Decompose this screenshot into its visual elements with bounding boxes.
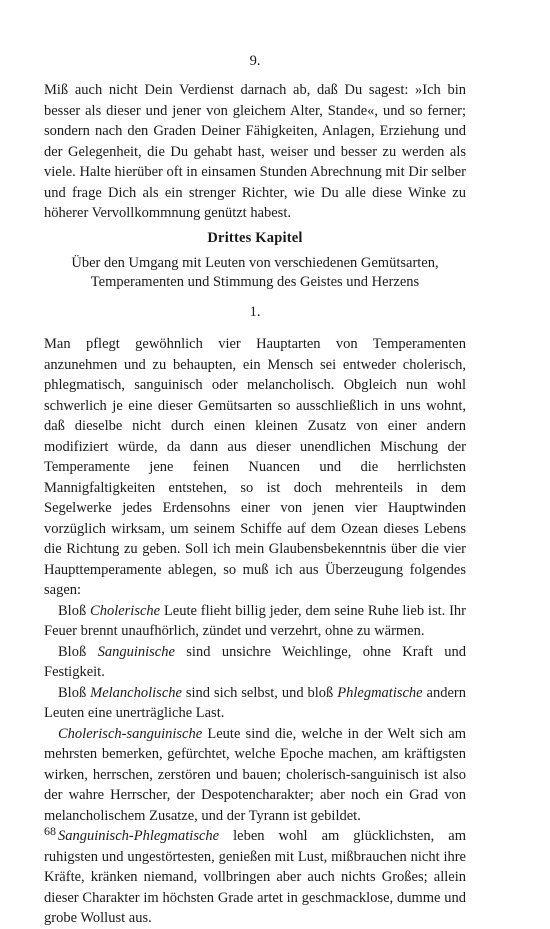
melancholic-term: Melancholische [90,684,182,701]
choleric-paragraph [44,601,466,642]
sanguine-phlegmatic-text: leben wohl am glücklichsten, am ruhigsten und ungestörtesten, genießen mit Lust, mißbrauchen nicht ihre Kräfte, kränken niemand, vollbringen aber auch nichts Großes; allein dieser Charakter im höchsten Grade artet in geschmacklose, dumme und grobe Wollust aus. [44,828,466,926]
chapter-title: Drittes Kapitel [207,230,303,246]
page-number: 68 [44,824,56,838]
intro-paragraph: Man pflegt gewöhnlich vier Hauptarten von Temperamenten anzunehmen und zu behaupten, ein Mensch sei entweder cholerisch, phlegmatisch, sanguinisch oder melancholisch. Obgleich nun wohl schwerlich je eine dieser Gemütsarten so ausschließlich in uns wohnt, daß dieselbe nicht durch einen kleinen Zusatz von einer andern modifiziert würde, da dann aus dieser unendlichen Mischung der Temperamente jene feinen Nuancen und die herrlichsten Mannigfaltigkeiten entstehen, so ist doch mehrenteils in dem Segelwerke jedes Erdensohns einer von jenen vier Hauptwinden vorzüglich wirksam, um seinem Schiffe auf dem Ozean dieses Lebens die Richtung zu geben. Soll ich mein Glaubensbekenntnis über die vier Haupttemperamente ablegen, so muß ich aus Überzeugung folgendes sagen: [44,336,466,598]
sanguine-term: Sanguinische [97,643,175,660]
melancholic-paragraph [44,683,466,724]
section-9-text: Miß auch nicht Dein Verdienst darnach ab, daß Du sagest: »Ich bin besser als dieser und jener von gleichem Alter, Stande«, und so ferner; sondern nach den Graden Deiner Fähigkeiten, Anlagen, Erziehung und der Gelegenheit, die Du gehabt hast, weiser und besser zu werden als viele. Halte hierüber oft in einsamen Stunden Abrechnung mit Dir selber und frage Dich als ein strenger Richter, wie Du alle diese Winke zu höherer Vervollkommnung genützt habest. [44,82,466,221]
sanguine-phlegmatic-term: Sanguinisch-Phlegmatische [58,828,220,844]
sanguine-text: sind unsichre Weichlinge, ohne Kraft und Festigkeit. [44,643,466,680]
choleric-sanguine-text: Leute sind die, welche in der Welt sich am mehrsten bemerken, gefürchtet, welche Epoche machen, am kräftigsten wirken, herrschen, zerstören und bauen; cholerisch-sanguinisch ist also der wahre Herrscher, der Despotencharakter; aber noch ein Grad von melancholischem Zusatze, und der Tyrann ist gebildet. [44,725,466,824]
chapter-subtitle-line-2: Temperamenten und Stimmung des Geistes und Herzens [90,274,420,290]
choleric-sanguine-paragraph [44,724,466,827]
section-number-9: 9. [249,53,261,69]
section-1-body [44,334,466,929]
melancholic-prefix: Bloß [58,684,91,701]
sanguine-paragraph [44,642,466,683]
sanguine-phlegmatic-paragraph [44,826,466,929]
section-9-paragraph [44,80,466,224]
phlegmatic-term: Phlegmatische [337,684,423,701]
chapter-subtitle-line-1: Über den Umgang mit Leuten von verschiedenen Gemütsarten, [71,255,439,271]
section-number-1: 1. [249,304,261,320]
choleric-prefix: Bloß [58,602,91,619]
book-page [44,0,467,926]
choleric-sanguine-term: Cholerisch-sanguinische [58,725,203,742]
chapter-subtitle [44,254,466,292]
choleric-text: Leute flieht billig jeder, dem seine Ruhe lieb ist. Ihr Feuer brennt unaufhörlich, zündet und verzehrt, ohne zu wärmen. [44,602,466,639]
choleric-term: Cholerische [90,602,161,619]
sanguine-prefix: Bloß [58,643,98,660]
melancholic-text: andern Leuten eine unerträgliche Last. [44,684,467,721]
melancholic-middle: sind sich selbst, und bloß [181,684,338,701]
